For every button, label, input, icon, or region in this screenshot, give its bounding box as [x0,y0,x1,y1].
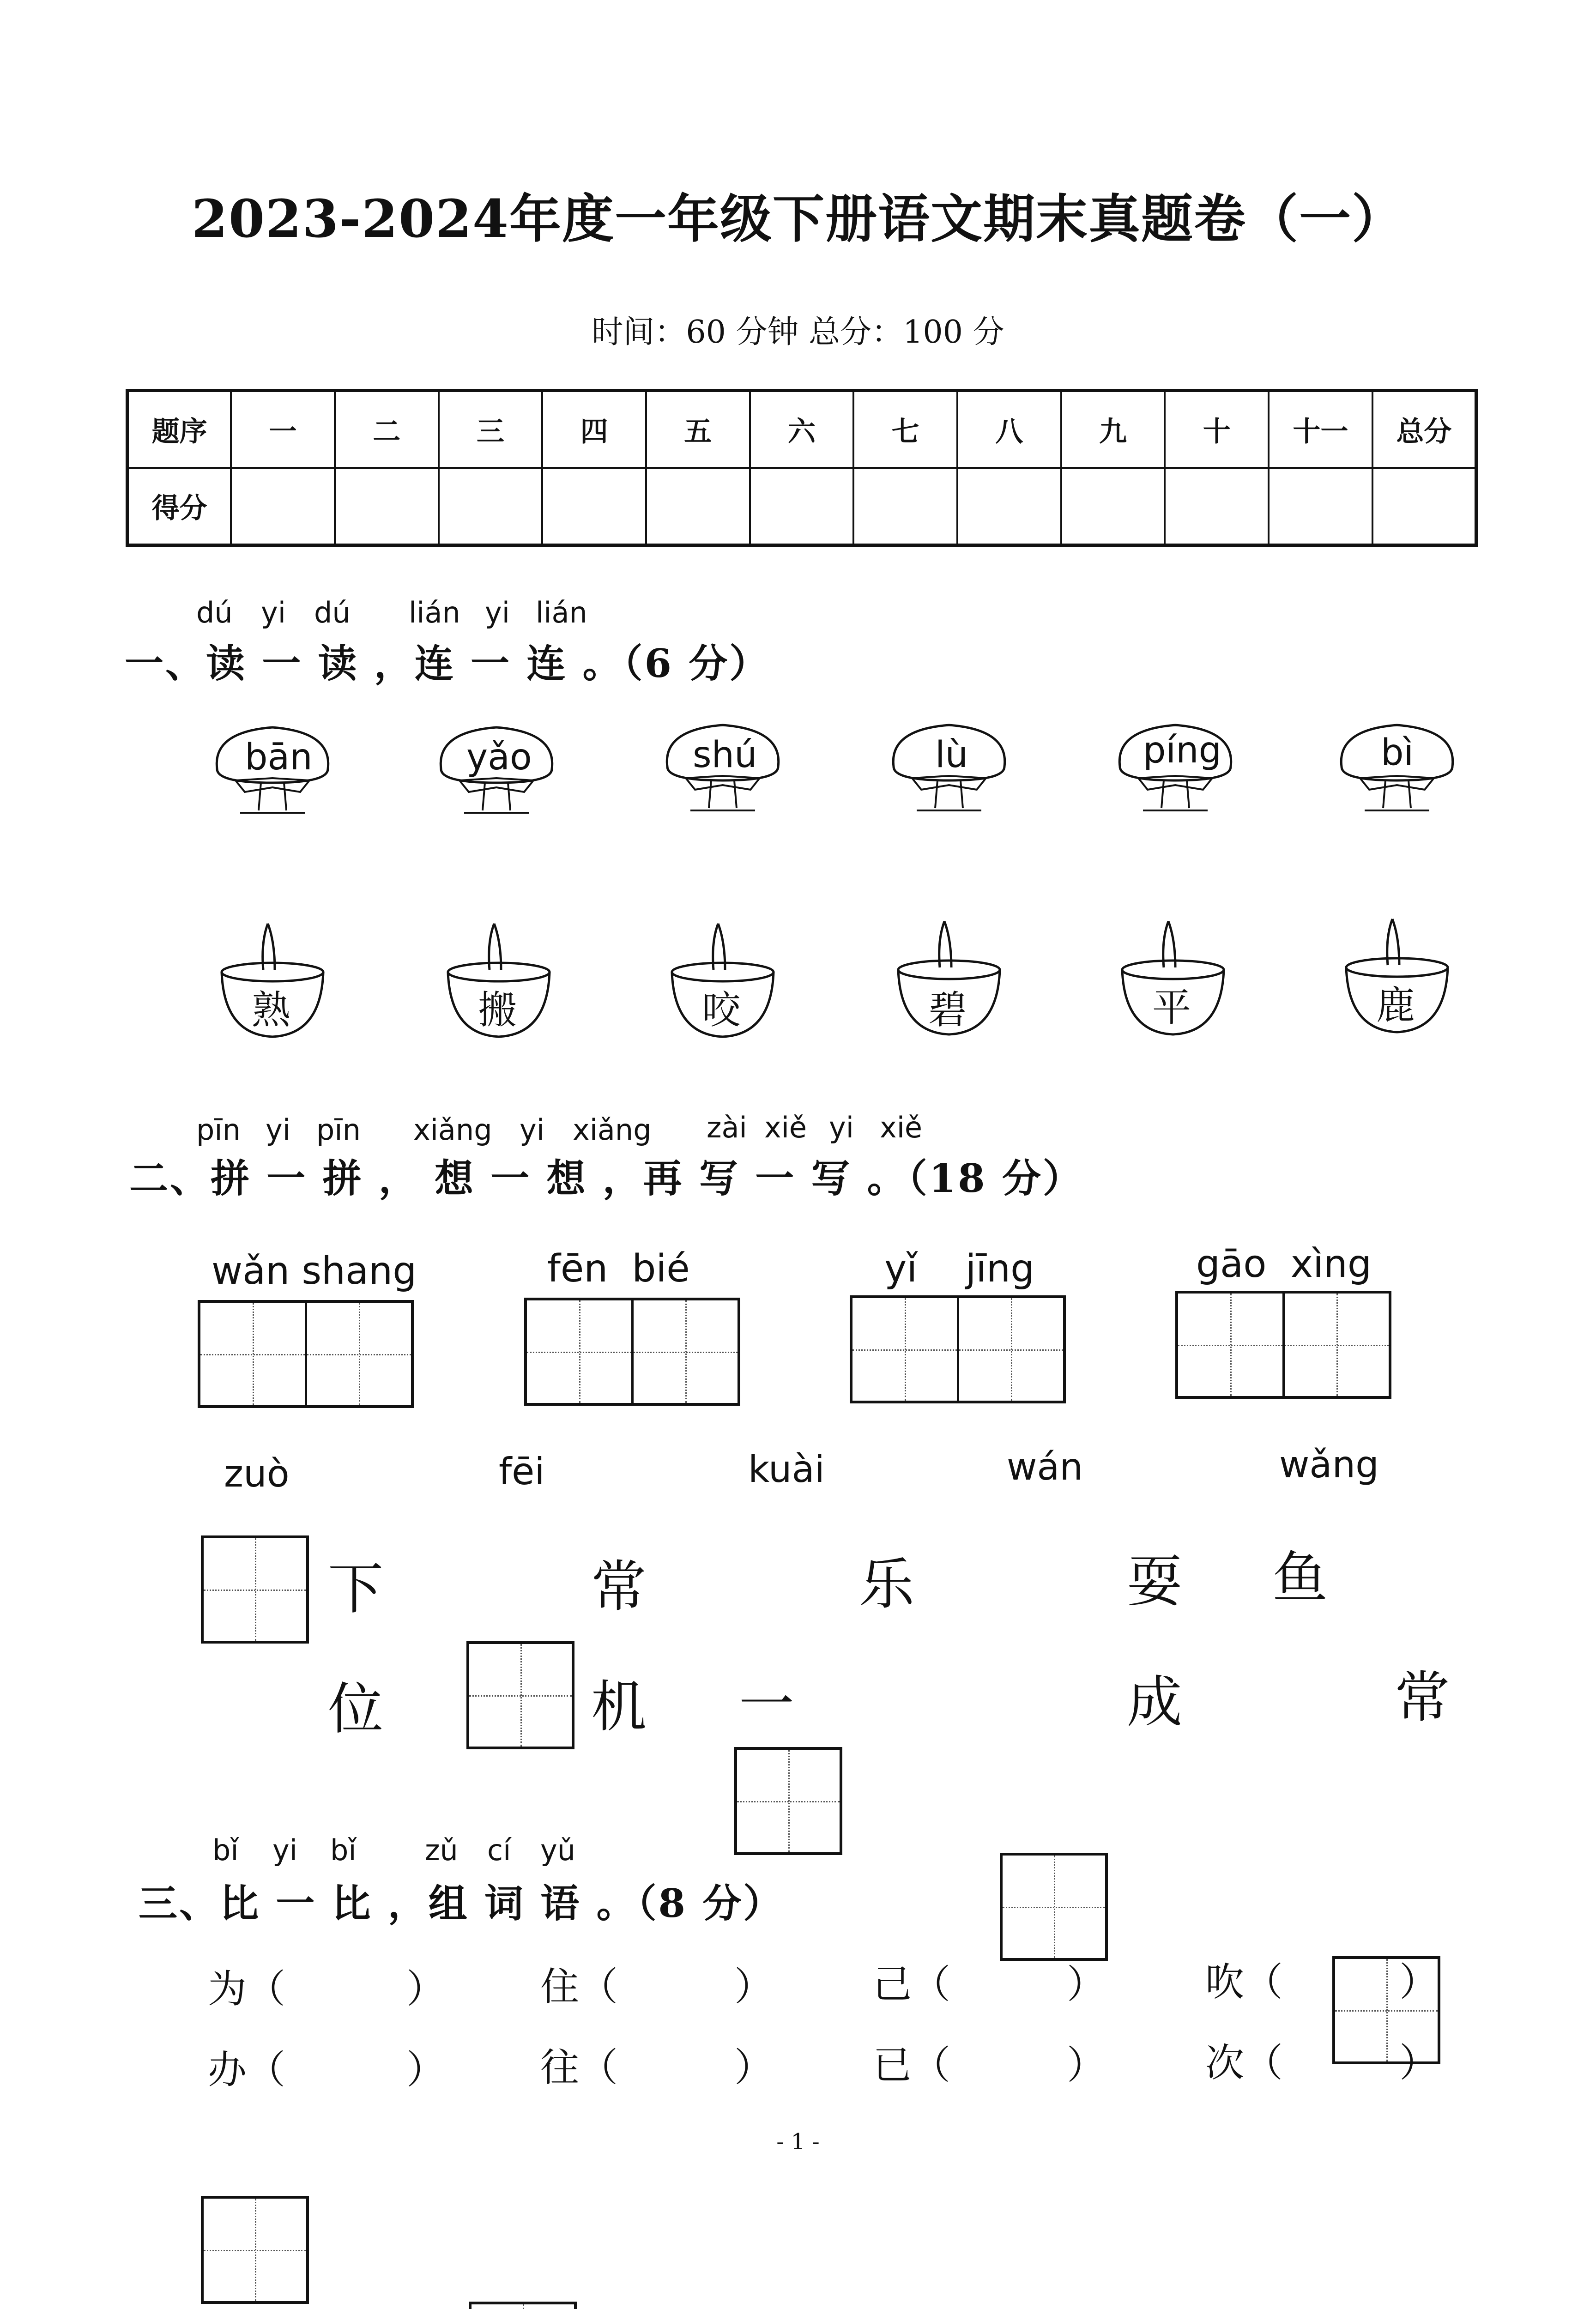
pinyin: yi [261,596,286,629]
bowl-character: 碧 [928,987,967,1033]
pinyin: yi [485,596,510,629]
pinyin: yi [520,1113,544,1147]
mushroom-pinyin: shú [693,734,757,776]
score-table [126,389,1478,547]
pinyin: bǐ [212,1833,239,1867]
score-cell[interactable] [1061,468,1165,545]
score-cell[interactable] [646,468,750,545]
pinyin: xiǎng [573,1113,652,1147]
score-column: 四 [542,391,646,468]
section-1-heading: 一、读 一 读 ，连 一 连 。（6 分） [125,641,770,686]
score-cell[interactable] [542,468,646,545]
answer-grid[interactable] [524,1298,740,1406]
pinyin: zǔ [425,1833,458,1867]
word-pinyin: gāo xìng [1196,1242,1372,1286]
score-column: 六 [750,391,854,468]
given-char: 位 [328,1677,383,1741]
page-number: - 1 - [776,2129,820,2155]
score-cell[interactable] [853,468,957,545]
given-char: 成 [1127,1670,1182,1735]
pinyin: xiě [880,1111,923,1144]
score-column: 八 [957,391,1061,468]
score-column: 一 [231,391,335,468]
pinyin: zài [707,1111,747,1144]
char-pinyin: wán [1007,1445,1083,1488]
pinyin: yi [829,1111,854,1144]
pinyin: dú [314,596,351,629]
paren-close: ） [406,1966,446,2012]
mushroom-pinyin: píng [1143,730,1222,771]
word-pinyin: wǎn shang [212,1249,417,1293]
char-box[interactable] [466,1641,574,1749]
pinyin: xiě [764,1111,807,1144]
pinyin: yi [266,1113,290,1147]
paren-close: ） [1399,1959,1439,2005]
score-cell[interactable] [750,468,854,545]
score-cell[interactable] [231,468,335,545]
score-column: 九 [1061,391,1165,468]
given-char: 常 [591,1555,647,1619]
section-3-heading: 三、比 一 比 ，组 词 语 。（8 分） [139,1880,784,1926]
given-char: 机 [591,1675,647,1739]
compare-char: 往（ [540,2045,618,2090]
word-pinyin: yǐ jīng [884,1247,1035,1291]
score-cell[interactable] [957,468,1061,545]
score-column: 十 [1165,391,1269,468]
compare-char: 次（ [1205,2040,1283,2085]
exam-info: 时间：60 分钟 总分：100 分 [592,314,1004,351]
score-cell[interactable] [1269,468,1372,545]
score-cell[interactable] [1165,468,1269,545]
score-column: 十一 [1269,391,1372,468]
bowl-character: 平 [1152,985,1191,1030]
mushroom-pinyin: yǎo [466,737,532,778]
char-box[interactable] [734,1747,842,1855]
score-column: 五 [646,391,750,468]
paren-close: ） [406,2047,446,2092]
answer-grid[interactable] [198,1300,414,1408]
score-cell[interactable] [439,468,543,545]
given-char: 常 [1395,1666,1450,1730]
score-table-header: 题序 [127,391,231,468]
given-char: 乐 [859,1553,914,1617]
answer-grid[interactable] [850,1295,1066,1403]
compare-char: 办（ [208,2047,286,2092]
char-box[interactable] [201,2196,309,2304]
pinyin: lián [409,596,460,629]
word-pinyin: fēn bié [547,1247,690,1291]
char-box[interactable] [201,1535,309,1644]
compare-char: 吹（ [1205,1959,1283,2005]
given-char: 下 [328,1557,383,1621]
pinyin: bǐ [330,1833,357,1867]
score-cell[interactable] [1372,468,1476,545]
pinyin: dú [196,596,233,629]
paren-close: ） [1067,2043,1106,2088]
given-char: 鱼 [1272,1546,1328,1610]
mushroom-pinyin: bān [245,737,313,778]
char-pinyin: zuò [224,1452,290,1495]
compare-char: 已（ [873,2043,951,2088]
score-column: 七 [853,391,957,468]
pinyin: pīn [316,1113,361,1147]
bowl-character: 咬 [702,987,741,1033]
paren-close: ） [1067,1962,1106,2007]
pinyin: xiǎng [413,1113,492,1147]
compare-char: 己（ [873,1962,951,2007]
char-box[interactable] [1000,1853,1108,1961]
score-column: 三 [439,391,543,468]
score-column: 二 [335,391,439,468]
paren-close: ） [734,2045,774,2090]
page-title: 2023-2024年度一年级下册语文期末真题卷（一） [192,189,1404,249]
pinyin: yǔ [540,1833,575,1867]
pinyin: cí [487,1833,511,1867]
section-2-heading: 二、拼 一 拼 ， 想 一 想 ，再 写 一 写 。（18 分） [129,1155,1083,1201]
answer-grid[interactable] [1175,1291,1391,1399]
char-pinyin: kuài [748,1448,825,1491]
given-char: 一 [739,1673,794,1737]
score-column-total: 总分 [1372,391,1476,468]
bowl-character: 搬 [478,987,517,1033]
score-cell[interactable] [335,468,439,545]
bowl-character: 鹿 [1376,983,1415,1028]
mushroom-pinyin: lù [935,734,968,776]
char-pinyin: fēi [499,1450,545,1493]
given-char: 耍 [1127,1550,1182,1614]
pinyin: lián [536,596,587,629]
paren-close: ） [734,1964,774,2009]
bowl-character: 熟 [252,987,291,1033]
pinyin: pīn [196,1113,241,1147]
score-row-header: 得分 [127,468,231,545]
pinyin: yi [272,1833,297,1867]
char-pinyin: wǎng [1279,1443,1379,1486]
paren-close: ） [1399,2040,1439,2085]
char-box[interactable] [469,2302,577,2309]
compare-char: 为（ [208,1966,286,2012]
mushroom-pinyin: bì [1381,732,1414,774]
compare-char: 住（ [540,1964,618,2009]
